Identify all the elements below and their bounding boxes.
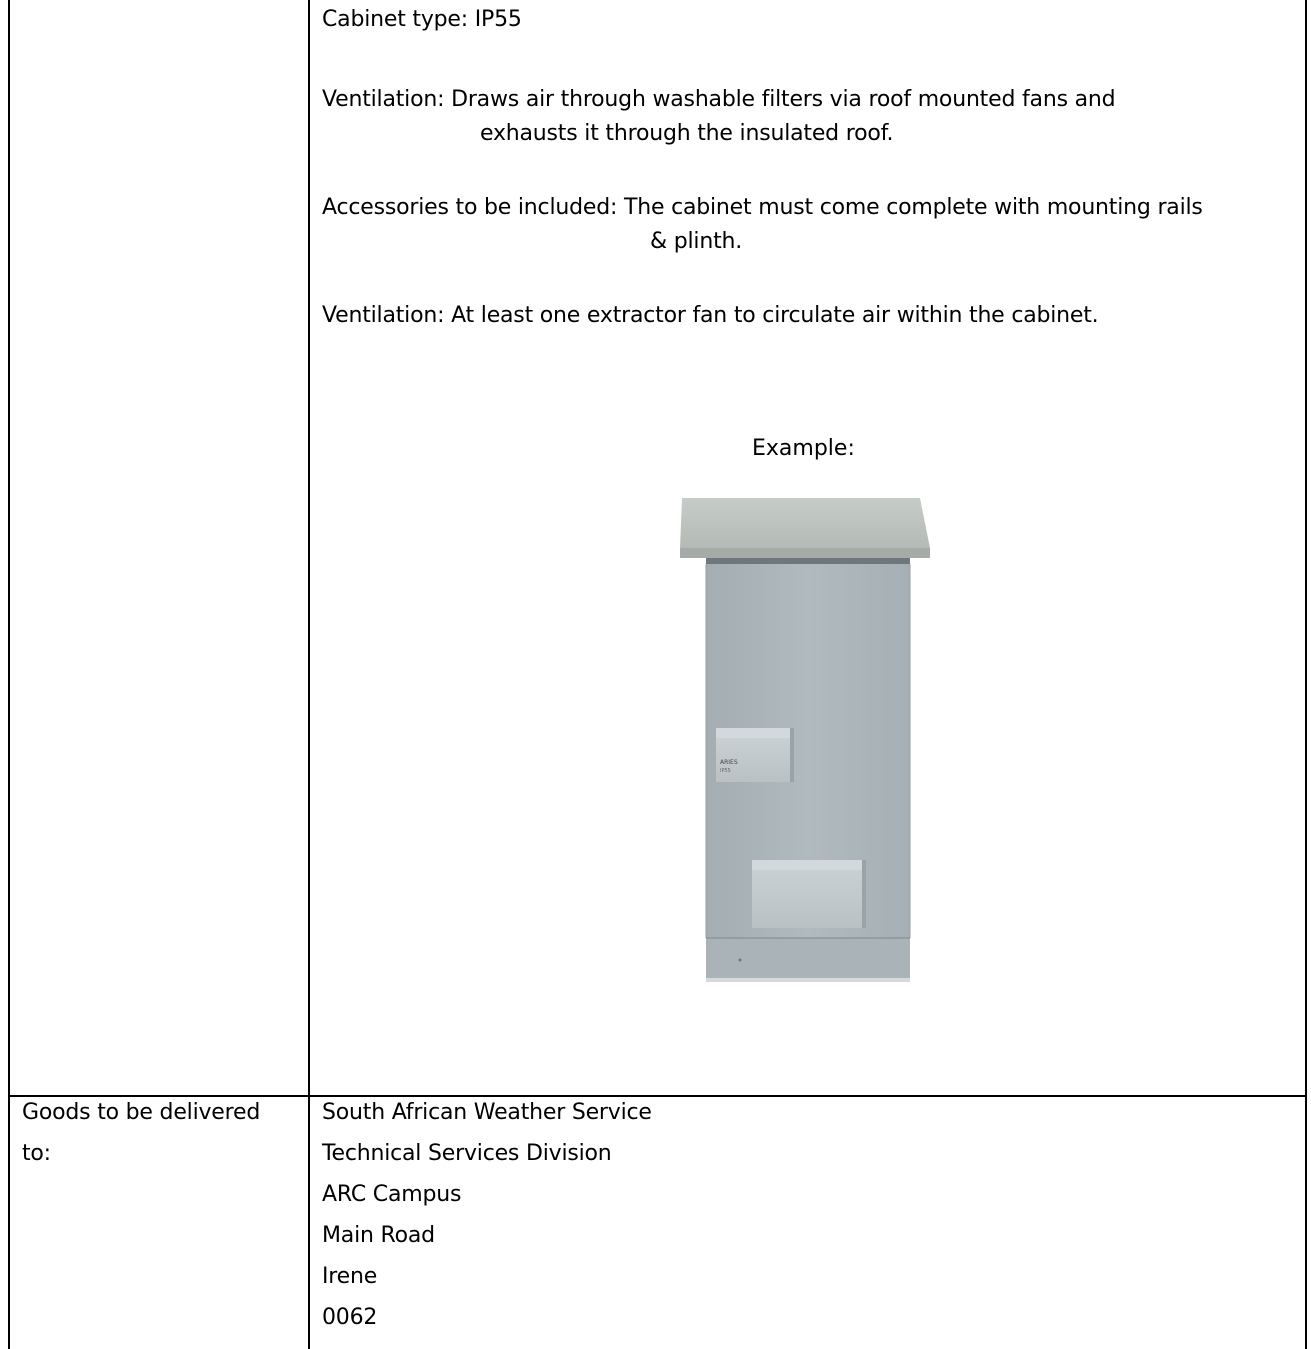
table-border-left: [8, 0, 10, 1349]
ventilation-1-line1: Ventilation: Draws air through washable filters via roof mounted fans and: [322, 87, 1116, 112]
delivery-label-line2: to:: [22, 1141, 51, 1166]
cabinet-image: [670, 492, 940, 992]
accessories-line2: & plinth.: [650, 229, 743, 254]
table-column-divider: [308, 0, 310, 1349]
address-line: South African Weather Service: [322, 1100, 652, 1125]
ventilation-2-text: Ventilation: At least one extractor fan to circulate air within the cabinet.: [322, 303, 1099, 328]
cabinet-badge: [716, 728, 794, 782]
ventilation-1-line2: exhausts it through the insulated roof.: [480, 121, 894, 146]
table-border-right: [1305, 0, 1307, 1349]
svg-text:ARIES: ARIES: [720, 759, 738, 766]
accessories-line1: Accessories to be included: The cabinet must come complete with mounting rails: [322, 195, 1203, 220]
cabinet-type-text: Cabinet type: IP55: [322, 7, 522, 32]
address-line: 0062: [322, 1305, 378, 1330]
table-row-divider: [8, 1095, 1307, 1097]
cabinet-plinth: [706, 938, 910, 980]
cabinet-lower-vent: [752, 860, 866, 928]
cabinet-roof: [680, 498, 930, 548]
address-line: Main Road: [322, 1223, 435, 1248]
address-line: Irene: [322, 1264, 378, 1289]
address-line: ARC Campus: [322, 1182, 462, 1207]
delivery-label-line1: Goods to be delivered: [22, 1100, 261, 1125]
address-line: Technical Services Division: [322, 1141, 612, 1166]
example-label: Example:: [752, 436, 855, 461]
svg-text:IP55: IP55: [720, 768, 731, 774]
